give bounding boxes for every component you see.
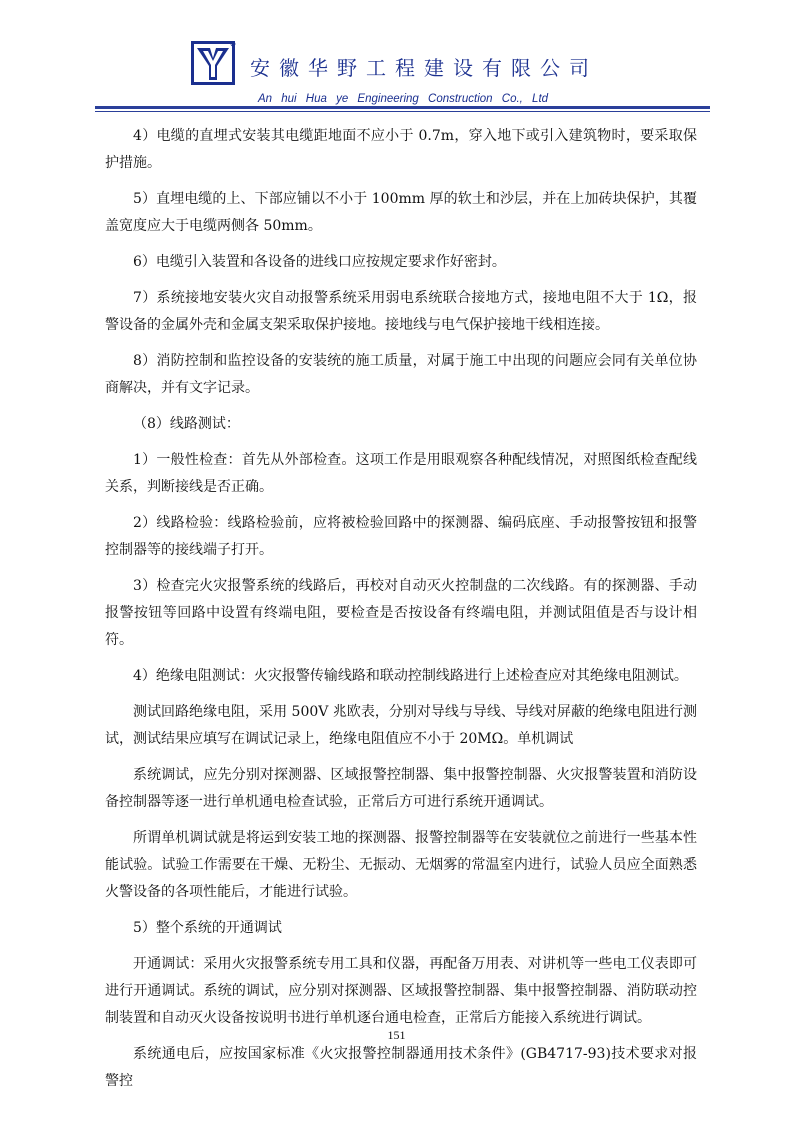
paragraph: 3）检查完火灾报警系统的线路后，再校对自动灭火控制盘的二次线路。有的探测器、手动报警按钮等回路中设置有终端电阻，要检查是否按设备有终端电阻，并测试阻值是否与设计相符。: [105, 578, 697, 648]
paragraph: 4）电缆的直埋式安装其电缆距地面不应小于 0.7m，穿入地下或引入建筑物时，要采取保护措施。: [105, 128, 697, 171]
section-heading: （8）线路测试：: [133, 416, 240, 432]
page-header: [0, 0, 793, 120]
paragraph: 7）系统接地安装火灾自动报警系统采用弱电系统联合接地方式，接地电阻不大于 1Ω，报警设备的金属外壳和金属支架采取保护接地。接地线与电气保护接地干线相连接。: [105, 290, 697, 333]
company-name-en: An hui Hua ye Engineering Construction Co., Ltd: [258, 93, 549, 105]
page-number: 151: [387, 1028, 406, 1042]
paragraph: 8）消防控制和监控设备的安装统的施工质量，对属于施工中出现的问题应会同有关单位协商解决，并有文字记录。: [105, 353, 697, 396]
paragraph: 系统通电后，应按国家标准《火灾报警控制器通用技术条件》(GB4717-93)技术要求对报警控: [105, 1046, 697, 1089]
company-name-cn: 安徽华野工程建设有限公司: [250, 56, 598, 80]
paragraph: 5）直埋电缆的上、下部应铺以不小于 100mm 厚的软土和沙层，并在上加砖块保护，其覆盖宽度应大于电缆两侧各 50mm。: [105, 191, 697, 234]
paragraph: 所谓单机调试就是将运到安装工地的探测器、报警控制器等在安装就位之前进行一些基本性能试验。试验工作需要在干燥、无粉尘、无振动、无烟雾的常温室内进行，试验人员应全面熟悉火警设备的各项性能后，才能进行试验。: [105, 830, 697, 900]
paragraph: 1）一般性检查：首先从外部检查。这项工作是用眼观察各种配线情况，对照图纸检查配线关系，判断接线是否正确。: [105, 452, 697, 495]
header-divider-thin: [95, 111, 710, 112]
paragraph: 2）线路检验：线路检验前，应将被检验回路中的探测器、编码底座、手动报警按钮和报警控制器等的接线端子打开。: [105, 515, 697, 558]
paragraph: 开通调试：采用火灾报警系统专用工具和仪器，再配备万用表、对讲机等一些电工仪表即可进行开通调试。系统的调试，应分别对探测器、区域报警控制器、集中报警控制器、消防联动控制装置和自动灭火设备按说明书进行单机逐台通电检查，正常后方能接入系统进行调试。: [105, 956, 697, 1026]
document-body: [105, 123, 697, 1104]
paragraph: 测试回路绝缘电阻，采用 500V 兆欧表，分别对导线与导线、导线对屏蔽的绝缘电阻进行测试，测试结果应填写在调试记录上，绝缘电阻值应不小于 20MΩ。单机调试: [105, 704, 697, 747]
paragraph: 6）电缆引入装置和各设备的进线口应按规定要求作好密封。: [133, 254, 506, 270]
paragraph: 系统调试，应先分别对探测器、区域报警控制器、集中报警控制器、火灾报警装置和消防设备控制器等逐一进行单机通电检查试验，正常后方可进行系统开通调试。: [105, 767, 697, 810]
huaye-logo-icon: [190, 40, 236, 86]
paragraph: 5）整个系统的开通调试: [133, 920, 282, 936]
header-divider-thick: [95, 106, 710, 109]
paragraph: 4）绝缘电阻测试：火灾报警传输线路和联动控制线路进行上述检查应对其绝缘电阻测试。: [133, 668, 688, 684]
